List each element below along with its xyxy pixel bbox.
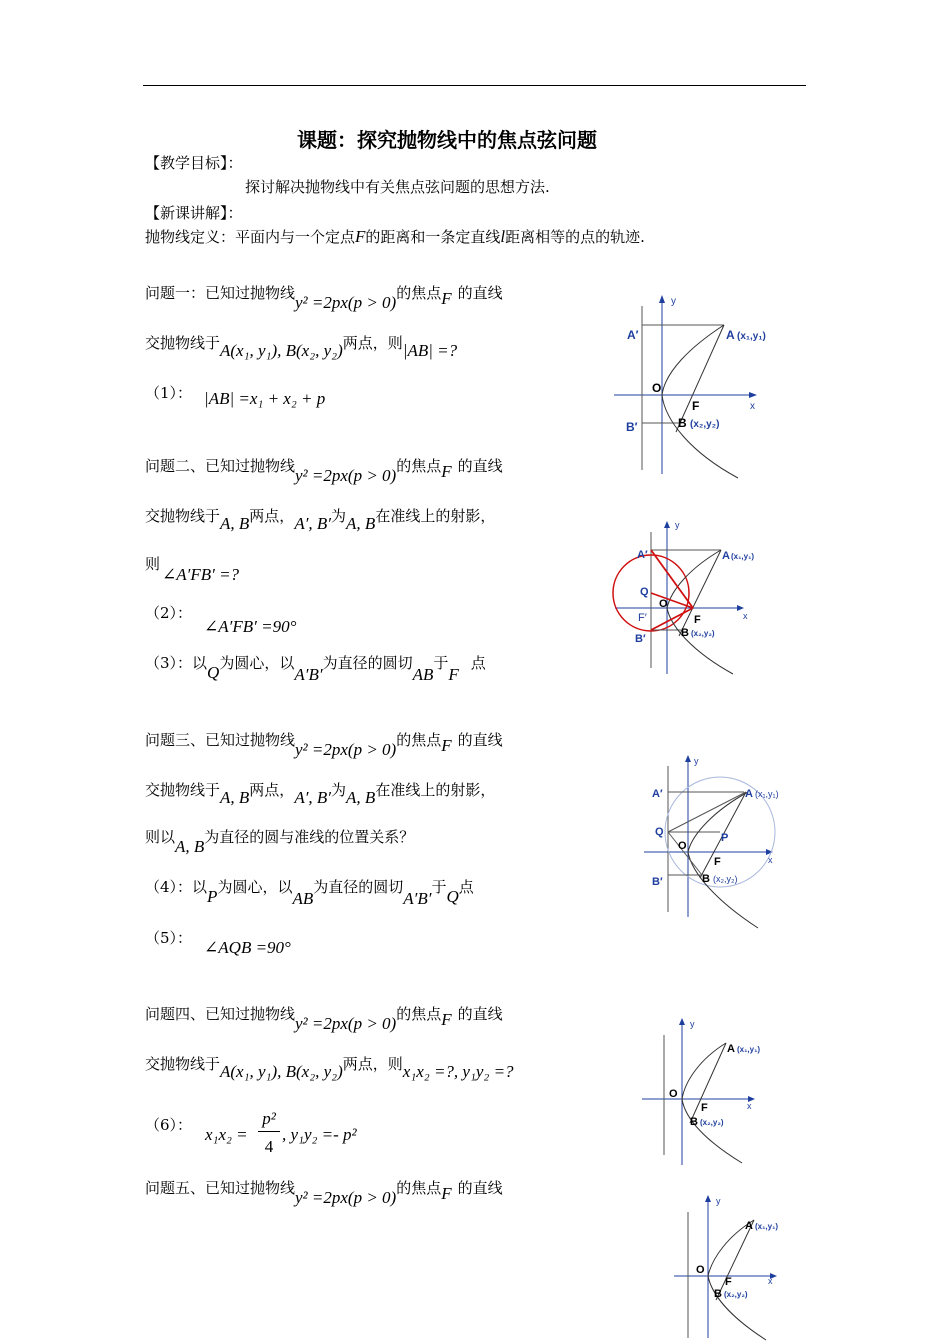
fig1-label-x: x (750, 401, 755, 412)
ans4-center: 为圆心，以 (217, 878, 293, 896)
q3-line1 (145, 729, 503, 759)
q2-ask: ∠A′FB′ =? (162, 565, 240, 584)
fig3-parabola-curve (688, 792, 758, 928)
q2-ab-2: A, B (346, 514, 376, 533)
q1-line-text: 的直线 (457, 284, 503, 302)
q3-line-text: 的直线 (457, 731, 503, 749)
q4-focus-f: F (441, 1010, 452, 1029)
fig5-y-arrow (705, 1195, 711, 1202)
q3-ze-yi: 则以 (145, 828, 176, 846)
fig1-label-b-coord: (x₂,y₂) (690, 419, 720, 430)
q2-wei: 为 (331, 507, 347, 525)
fig1-label-o: O (652, 381, 662, 395)
ans3-a1b1: A′B′ (294, 665, 323, 684)
fig5-label-f: F (725, 1276, 732, 1288)
definition-suffix: 距离相等的点的轨迹. (505, 228, 645, 246)
q3-intersect: 交抛物线于 (145, 781, 221, 799)
q2-line1 (145, 455, 503, 485)
q1-answer (145, 382, 326, 408)
ans3-label: （3）：以 (145, 654, 208, 672)
header-rule (143, 85, 806, 86)
ans3-f: F (448, 665, 459, 684)
q4-parabola-eq: y² =2px(p > 0) (295, 1014, 397, 1033)
fig2-label-y: y (675, 520, 680, 530)
definition-directrix: l (500, 227, 506, 246)
q5-label: 问题五、已知过抛物线 (145, 1179, 296, 1197)
q3-ab-2: A, B (346, 788, 376, 807)
q4-line2 (145, 1053, 514, 1081)
ans4-label: （4）：以 (145, 878, 208, 896)
fig2-label-f1: F′ (638, 612, 647, 624)
fig4-y-arrow (679, 1018, 685, 1025)
fig4-chord (690, 1043, 726, 1123)
ans6-right: , y₁y₂ =- p² (282, 1125, 357, 1144)
ans4-q: Q (446, 887, 459, 906)
q3-ab: A, B (220, 788, 250, 807)
fig5-parabola-curve (708, 1220, 766, 1340)
fig4-label-b: B (690, 1116, 698, 1128)
q2-a1b1: A′, B′ (294, 514, 332, 533)
fig1-label-a-coord: (x₁,y₁) (737, 331, 766, 342)
q4-then: 两点，则 (342, 1055, 403, 1073)
ans3-diam: 为直径的圆切 (322, 654, 413, 672)
q1-then: 两点，则 (342, 334, 403, 352)
ans6-left: x₁x₂ = (205, 1125, 248, 1144)
fig4-label-a-coord: (x₁,y₁) (737, 1045, 761, 1054)
page-title: 课题：探究抛物线中的焦点弦问题 (297, 128, 597, 152)
q3-focus-of: 的焦点 (396, 731, 442, 749)
fig4-label-a: A (727, 1043, 735, 1055)
figure-3-parabola-circle (640, 752, 790, 932)
q3-ans5 (145, 927, 291, 957)
q2-ze: 则 (145, 555, 161, 573)
fig2-label-b1: B′ (635, 633, 646, 645)
figure-1-parabola (610, 292, 780, 482)
q5-focus-of: 的焦点 (396, 1179, 442, 1197)
fig5-label-x: x (768, 1276, 773, 1286)
fig2-y-arrow (664, 521, 670, 528)
q2-line-text: 的直线 (457, 457, 503, 475)
fig5-label-o: O (696, 1264, 705, 1276)
fig3-y-arrow (685, 755, 691, 762)
fig2-label-o: O (659, 598, 668, 610)
fig2-label-b: B (681, 627, 689, 639)
q1-parabola-eq: y² =2px(p > 0) (295, 293, 397, 312)
fig2-label-b-coord: (x₂,y₂) (691, 629, 715, 638)
fig3-label-x: x (768, 855, 773, 865)
fig3-label-o: O (678, 840, 687, 852)
ans3-ab: AB (412, 665, 434, 684)
fig2-label-f: F (694, 614, 701, 626)
definition-mid: 的距离和一条定直线 (365, 228, 501, 246)
fig1-label-a1: A′ (627, 328, 639, 342)
definition-line (145, 226, 645, 247)
ans3-center: 为圆心，以 (219, 654, 295, 672)
fig3-label-b1: B′ (652, 876, 663, 888)
q2-parabola-eq: y² =2px(p > 0) (295, 466, 397, 485)
ans4-ab: AB (292, 889, 314, 908)
ans4-yu: 于 (431, 878, 447, 896)
q2-projection: 在准线上的射影， (375, 507, 496, 525)
q5-parabola-eq: y² =2px(p > 0) (295, 1188, 397, 1207)
fig1-label-a: A (726, 328, 735, 342)
fig3-label-y: y (694, 756, 699, 766)
ans6-label: （6）： (145, 1116, 193, 1134)
fig1-parabola-curve (662, 325, 738, 478)
q1-line1 (145, 282, 503, 312)
ans6-fraction-bar (258, 1131, 280, 1132)
ans3-q: Q (207, 663, 220, 682)
fig1-x-arrow (749, 392, 757, 398)
q3-line2 (145, 779, 496, 807)
q3-line3 (145, 826, 415, 856)
figure-5-parabola (672, 1192, 802, 1342)
fig3-qa (668, 792, 746, 832)
q3-label: 问题三、已知过抛物线 (145, 731, 296, 749)
q2-ans2 (145, 602, 297, 636)
ans4-p: P (207, 887, 218, 906)
q4-ans6 (145, 1114, 192, 1135)
q2-ans3 (145, 652, 486, 684)
q5-focus-f: F (441, 1184, 452, 1203)
fig1-label-b: B (678, 416, 687, 430)
figure-4-parabola (638, 1015, 768, 1170)
q1-focus-f: F (441, 289, 452, 308)
ans4-dian: 点 (458, 878, 474, 896)
fig5-label-a: A (745, 1220, 753, 1232)
fig5-label-b-coord: (x₂,y₂) (724, 1290, 748, 1299)
q4-coords: A(x₁, y₁), B(x₂, y₂) (220, 1062, 343, 1081)
q3-wei: 为 (331, 781, 347, 799)
teaching-goal-text: 探讨解决抛物线中有关焦点弦问题的思想方法. (245, 178, 550, 196)
teaching-goal-label: 【教学目标】： (145, 154, 243, 172)
ans1-label: （1）： (145, 384, 193, 402)
q1-intersect: 交抛物线于 (145, 334, 221, 352)
fig3-label-a-coord: (x₁,y₁) (755, 789, 779, 799)
ans4-a1b1: A′B′ (403, 889, 432, 908)
fig4-label-o: O (669, 1088, 678, 1100)
fig1-label-f: F (692, 399, 700, 413)
fig5-label-y: y (716, 1196, 721, 1206)
q4-intersect: 交抛物线于 (145, 1055, 221, 1073)
q2-intersect: 交抛物线于 (145, 507, 221, 525)
fig3-label-a: A (745, 788, 753, 800)
fig2-label-q: Q (640, 586, 649, 598)
figure-2-parabola-circle (605, 518, 765, 678)
q3-relation: 为直径的圆与准线的位置关系？ (204, 828, 415, 846)
fig3-qb (668, 832, 702, 875)
fig3-label-f: F (714, 856, 721, 868)
q3-ans4 (145, 876, 474, 908)
fig4-label-f: F (701, 1102, 708, 1114)
q5-line1 (145, 1177, 503, 1207)
q1-line2 (145, 332, 458, 360)
fig2-parabola-curve (667, 550, 733, 674)
ans3-dian: 点 (470, 654, 486, 672)
ans3-yu: 于 (433, 654, 449, 672)
q2-ab: A, B (220, 514, 250, 533)
fig2-label-a1: A′ (637, 549, 648, 561)
fig1-y-arrow (659, 295, 665, 303)
q4-focus-of: 的焦点 (396, 1005, 442, 1023)
ans1-formula: |AB| =x₁ + x₂ + p (204, 389, 326, 408)
ans4-diam: 为直径的圆切 (313, 878, 404, 896)
q3-ab-3: A, B (175, 837, 205, 856)
fig4-label-y: y (690, 1019, 695, 1029)
q3-projection: 在准线上的射影， (375, 781, 496, 799)
q3-parabola-eq: y² =2px(p > 0) (295, 740, 397, 759)
q1-coords: A(x₁, y₁), B(x₂, y₂) (220, 341, 343, 360)
q2-two-points: 两点， (249, 507, 295, 525)
fig3-label-a1: A′ (652, 788, 663, 800)
q2-focus-of: 的焦点 (396, 457, 442, 475)
q2-focus-f: F (441, 462, 452, 481)
q1-label: 问题一：已知过抛物线 (145, 284, 296, 302)
ans5-formula: ∠AQB =90° (204, 938, 291, 957)
fig4-label-x: x (747, 1101, 752, 1111)
q4-line1 (145, 1003, 503, 1033)
q1-focus-of: 的焦点 (396, 284, 442, 302)
ans2-label: （2）： (145, 604, 193, 622)
fig3-label-q: Q (655, 826, 664, 838)
definition-prefix: 抛物线定义：平面内与一个定点 (145, 228, 356, 246)
fig3-label-p: P (721, 832, 729, 844)
fig5-label-b: B (714, 1288, 722, 1300)
ans5-label: （5）： (145, 929, 193, 947)
fig2-label-a-coord: (x₁,y₁) (731, 552, 755, 561)
fig1-label-y: y (671, 296, 676, 307)
definition-focus: F (355, 227, 366, 246)
q2-label: 问题二、已知过抛物线 (145, 457, 296, 475)
q3-focus-f: F (441, 736, 452, 755)
q4-line-text: 的直线 (457, 1005, 503, 1023)
ans6-numerator: p² (262, 1109, 276, 1128)
q1-ask: |AB| =? (402, 341, 458, 360)
fig3-label-b: B (702, 873, 710, 885)
ans2-formula: ∠A′FB′ =90° (204, 617, 297, 636)
fig2-label-x: x (743, 611, 748, 621)
fig4-label-b-coord: (x₂,y₂) (700, 1118, 724, 1127)
fig4-parabola-curve (682, 1043, 742, 1163)
q5-line-text: 的直线 (457, 1179, 503, 1197)
q2-line2 (145, 505, 496, 533)
q4-ask: x₁x₂ =?, y₁y₂ =? (402, 1062, 514, 1081)
lecture-label: 【新课讲解】： (145, 204, 243, 222)
fig1-label-b1: B′ (626, 420, 638, 434)
ans6-denominator: 4 (264, 1137, 274, 1156)
q3-a1b1: A′, B′ (294, 788, 332, 807)
fig5-label-a-coord: (x₁,y₁) (755, 1222, 779, 1231)
fig2-label-a: A (722, 550, 730, 562)
fig3-label-b-coord: (x₂,y₂) (713, 874, 738, 884)
q4-label: 问题四、已知过抛物线 (145, 1005, 296, 1023)
q3-two-points: 两点， (249, 781, 295, 799)
